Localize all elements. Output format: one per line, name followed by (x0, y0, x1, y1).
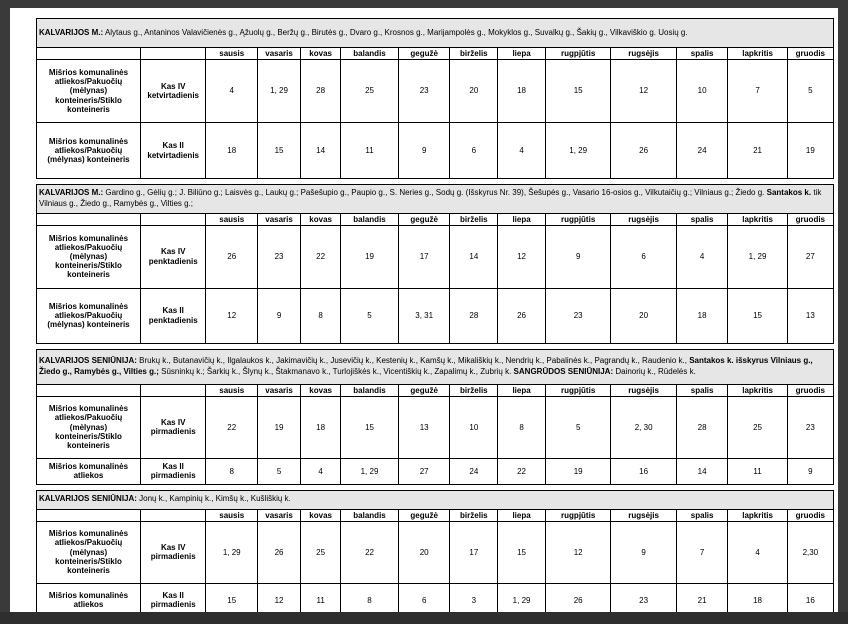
frequency-label: Kas II (162, 590, 184, 600)
pickup-date-cell: 15 (258, 123, 301, 179)
month-header: balandis (341, 48, 399, 60)
pickup-date-cell: 23 (398, 60, 450, 123)
pickup-date-cell: 23 (545, 288, 610, 343)
waste-type-cell: Mišrios komunalinės atliekos/Pakuočių (mėlynas) konteineris (37, 288, 141, 343)
area-header-bold-text: KALVARIJOS M.: (39, 188, 104, 197)
frequency-cell (140, 123, 205, 179)
pickup-date-cell: 28 (301, 60, 341, 123)
weekday-label: penktadienis (148, 315, 198, 325)
month-header: kovas (301, 48, 341, 60)
blank-cell (37, 384, 141, 396)
waste-type-cell: Mišrios komunalinės atliekos (37, 583, 141, 617)
month-header: vasaris (258, 509, 301, 521)
pickup-date-cell: 16 (787, 583, 833, 617)
frequency-cell (140, 521, 205, 583)
viewer-bottom-bar (0, 612, 848, 624)
pickup-date-cell: 7 (728, 60, 787, 123)
pickup-date-cell: 4 (206, 60, 258, 123)
pickup-date-cell: 21 (676, 583, 728, 617)
blank-cell (37, 213, 141, 225)
month-header: lapkritis (728, 509, 787, 521)
month-header: kovas (301, 509, 341, 521)
month-header: birželis (450, 213, 498, 225)
month-header: liepa (498, 384, 546, 396)
weekday-label: pirmadienis (150, 471, 196, 481)
pickup-date-cell: 23 (611, 583, 676, 617)
pickup-date-cell: 22 (206, 396, 258, 458)
blank-cell (140, 48, 205, 60)
area-header-text: Alytaus g., Antaninos Valavičienės g., Ąžuolų g., Beržų g., Birutės g., Dvaro g., Krosnos g., Marijampolės g., Mokyklos g., Suvalkų g., Šakių g., Vilkaviškio g. Uosių g. (103, 27, 688, 37)
month-header: gegužė (398, 384, 450, 396)
pickup-date-cell: 15 (341, 396, 399, 458)
blank-cell (37, 48, 141, 60)
pickup-date-cell: 9 (545, 225, 610, 288)
pickup-date-cell: 12 (206, 288, 258, 343)
pickup-date-cell: 12 (545, 521, 610, 583)
schedule-row (37, 60, 834, 123)
month-header: vasaris (258, 213, 301, 225)
pickup-date-cell: 24 (450, 458, 498, 484)
weekday-label: ketvirtadienis (147, 91, 199, 100)
weekday-label: ketvirtadienis (147, 150, 199, 160)
pickup-date-cell: 10 (450, 396, 498, 458)
pickup-date-cell: 20 (398, 521, 450, 583)
pickup-date-cell: 1, 29 (728, 225, 787, 288)
frequency-label: Kas IV (160, 417, 186, 427)
pickup-date-cell: 8 (206, 458, 258, 484)
pickup-date-cell: 9 (258, 288, 301, 343)
schedule-row (37, 396, 834, 458)
frequency-label: Kas II (162, 141, 184, 151)
pickup-date-cell: 7 (676, 521, 728, 583)
pickup-date-cell: 4 (728, 521, 787, 583)
pickup-date-cell: 17 (398, 225, 450, 288)
month-header: gegužė (398, 213, 450, 225)
pickup-date-cell: 5 (341, 288, 399, 343)
pickup-date-cell: 15 (728, 288, 787, 343)
month-header: lapkritis (728, 384, 787, 396)
pickup-date-cell: 18 (498, 60, 546, 123)
pickup-date-cell: 19 (787, 123, 833, 179)
schedule-table (36, 490, 834, 618)
pickup-date-cell: 6 (611, 225, 676, 288)
pickup-date-cell: 18 (676, 288, 728, 343)
pickup-date-cell: 28 (450, 288, 498, 343)
waste-type-cell: Mišrios komunalinės atliekos/Pakuočių (mėlynas) konteineris/Stiklo konteineris (37, 60, 141, 123)
month-header: rugsėjis (611, 48, 676, 60)
schedule-table (36, 18, 834, 179)
frequency-cell (140, 396, 205, 458)
month-header: balandis (341, 213, 399, 225)
pickup-date-cell: 23 (787, 396, 833, 458)
pickup-date-cell: 1, 29 (341, 458, 399, 484)
month-header: kovas (301, 213, 341, 225)
month-header: rugpjūtis (545, 384, 610, 396)
document-page (10, 8, 838, 612)
pickup-date-cell: 12 (258, 583, 301, 617)
pickup-date-cell: 12 (611, 60, 676, 123)
pickup-date-cell: 8 (301, 288, 341, 343)
area-header-bold-text: KALVARIJOS M.: (39, 27, 104, 37)
frequency-label: Kas IV (160, 542, 186, 552)
month-header: sausis (206, 384, 258, 396)
area-header-bold-text: Santakos k. išskyrus Vilniaus g., Žiedo g., Ramybės g., Vilties g.; (39, 355, 813, 376)
weekday-label: pirmadienis (150, 427, 196, 437)
pickup-date-cell: 18 (206, 123, 258, 179)
pickup-date-cell: 19 (341, 225, 399, 288)
month-header: rugpjūtis (545, 48, 610, 60)
pickup-date-cell: 25 (341, 60, 399, 123)
waste-type-cell: Mišrios komunalinės atliekos/Pakuočių (mėlynas) konteineris/Stiklo konteineris (37, 396, 141, 458)
pickup-date-cell: 6 (398, 583, 450, 617)
area-header-text: Dainorių k., Rūdelės k. (613, 366, 696, 376)
month-header: balandis (341, 509, 399, 521)
pickup-date-cell: 15 (206, 583, 258, 617)
frequency-label: Kas II (162, 306, 184, 316)
area-header-bold-text: Santakos k. (766, 188, 812, 197)
waste-type-cell: Mišrios komunalinės atliekos/Pakuočių (mėlynas) konteineris/Stiklo konteineris (37, 225, 141, 288)
schedule-row (37, 225, 834, 288)
pickup-date-cell: 22 (301, 225, 341, 288)
month-header: gegužė (398, 509, 450, 521)
pickup-date-cell: 1, 29 (206, 521, 258, 583)
schedule-document (36, 18, 834, 618)
pickup-date-cell: 18 (728, 583, 787, 617)
area-header-bold-text: KALVARIJOS SENIŪNIJA: (39, 494, 137, 504)
pickup-date-cell: 4 (498, 123, 546, 179)
pickup-date-cell: 26 (545, 583, 610, 617)
pickup-date-cell: 24 (676, 123, 728, 179)
pickup-date-cell: 14 (301, 123, 341, 179)
blank-cell (140, 213, 205, 225)
pickup-date-cell: 11 (728, 458, 787, 484)
weekday-label: penktadienis (148, 256, 198, 266)
pickup-date-cell: 5 (545, 396, 610, 458)
frequency-cell (140, 458, 205, 484)
pickup-date-cell: 27 (787, 225, 833, 288)
schedule-row (37, 458, 834, 484)
pickup-date-cell: 4 (676, 225, 728, 288)
month-header: birželis (450, 384, 498, 396)
month-header: kovas (301, 384, 341, 396)
frequency-cell (140, 288, 205, 343)
weekday-label: pirmadienis (150, 600, 196, 610)
month-header: spalis (676, 213, 728, 225)
pickup-date-cell: 25 (728, 396, 787, 458)
weekday-label: pirmadienis (150, 552, 196, 562)
month-header: spalis (676, 48, 728, 60)
pickup-date-cell: 27 (398, 458, 450, 484)
pickup-date-cell: 3 (450, 583, 498, 617)
pickup-date-cell: 9 (787, 458, 833, 484)
blank-cell (140, 384, 205, 396)
pickup-date-cell: 5 (787, 60, 833, 123)
area-header-bold-text: SANGRŪDOS SENIŪNIJA: (513, 366, 614, 376)
pickup-date-cell: 28 (676, 396, 728, 458)
month-header: rugsėjis (611, 384, 676, 396)
pickup-date-cell: 11 (301, 583, 341, 617)
month-header: birželis (450, 509, 498, 521)
month-header: gruodis (787, 509, 833, 521)
month-header: rugpjūtis (545, 213, 610, 225)
month-header: sausis (206, 509, 258, 521)
month-header: gegužė (398, 48, 450, 60)
month-header: vasaris (258, 384, 301, 396)
pickup-date-cell: 8 (341, 583, 399, 617)
blank-cell (140, 509, 205, 521)
month-header: vasaris (258, 48, 301, 60)
pickup-date-cell: 3, 31 (398, 288, 450, 343)
area-header-bold-text: KALVARIJOS SENIŪNIJA: (39, 355, 137, 365)
pickup-date-cell: 21 (728, 123, 787, 179)
waste-type-cell: Mišrios komunalinės atliekos/Pakuočių (mėlynas) konteineris (37, 123, 141, 179)
pickup-date-cell: 19 (545, 458, 610, 484)
area-header (37, 490, 834, 509)
pickup-date-cell: 15 (498, 521, 546, 583)
schedule-row (37, 521, 834, 583)
month-header: sausis (206, 48, 258, 60)
month-header: liepa (498, 509, 546, 521)
pickup-date-cell: 2,30 (787, 521, 833, 583)
frequency-cell (140, 60, 205, 123)
area-header (37, 185, 834, 214)
area-header-text: Jonų k., Kampinių k., Kimšų k., Kušliškių k. (136, 494, 291, 504)
area-header-text: Gardino g., Gėlių g.; J. Biliūno g.; Laisvės g., Laukų g.; Pašešupio g., Paupio g., S. Neries g., Sodų g. (Išskyrus Nr. 39), Šešupės g., Vasario 16-osios g., Vilkutaičių g.; Vilniaus g.; Žiedo g. (103, 188, 767, 197)
month-header: gruodis (787, 48, 833, 60)
pickup-date-cell: 14 (676, 458, 728, 484)
pickup-date-cell: 13 (398, 396, 450, 458)
month-header: liepa (498, 48, 546, 60)
waste-type-cell: Mišrios komunalinės atliekos/Pakuočių (mėlynas) konteineris/Stiklo konteineris (37, 521, 141, 583)
pickup-date-cell: 11 (341, 123, 399, 179)
pickup-date-cell: 12 (498, 225, 546, 288)
frequency-label: Kas II (162, 461, 184, 471)
pickup-date-cell: 9 (398, 123, 450, 179)
month-header: rugsėjis (611, 509, 676, 521)
pickup-date-cell: 16 (611, 458, 676, 484)
pickup-date-cell: 15 (545, 60, 610, 123)
month-header: lapkritis (728, 213, 787, 225)
schedule-table (36, 349, 834, 485)
month-header: gruodis (787, 384, 833, 396)
pickup-date-cell: 26 (258, 521, 301, 583)
pickup-date-cell: 1, 29 (545, 123, 610, 179)
area-header-text: Sūsninkų k.; Šarkių k., Šlynų k., Štakmanavo k., Turlojiškės k., Vicentiškių k., Zapalimų k., Zubrių k. (158, 366, 514, 376)
pickup-date-cell: 22 (341, 521, 399, 583)
month-header: birželis (450, 48, 498, 60)
pickup-date-cell: 25 (301, 521, 341, 583)
frequency-cell (140, 225, 205, 288)
pickup-date-cell: 23 (258, 225, 301, 288)
pickup-date-cell: 5 (258, 458, 301, 484)
schedule-table (36, 184, 834, 344)
pickup-date-cell: 17 (450, 521, 498, 583)
month-header: spalis (676, 384, 728, 396)
pickup-date-cell: 6 (450, 123, 498, 179)
frequency-label: Kas IV (160, 81, 186, 91)
viewer-top-bar (0, 0, 848, 8)
month-header: rugpjūtis (545, 509, 610, 521)
pickup-date-cell: 26 (206, 225, 258, 288)
pickup-date-cell: 14 (450, 225, 498, 288)
area-header-text: tik Vilniaus g., Žiedo g., Ramybės g., Vilties g.; (39, 188, 822, 208)
month-header: lapkritis (728, 48, 787, 60)
pickup-date-cell: 22 (498, 458, 546, 484)
month-header: rugsėjis (611, 213, 676, 225)
schedule-row (37, 123, 834, 179)
pickup-date-cell: 2, 30 (611, 396, 676, 458)
pickup-date-cell: 8 (498, 396, 546, 458)
frequency-label: Kas IV (160, 247, 186, 257)
area-header-text: Brukų k., Butanavičių k., Ilgalaukos k., Jakimavičių k., Jusevičių k., Kestenių k., Kamšų k., Mikališkių k., Nendrių k., Pabalinės k., Pagrandų k., Raudenio k., (136, 355, 690, 365)
month-header: sausis (206, 213, 258, 225)
pickup-date-cell: 13 (787, 288, 833, 343)
pickup-date-cell: 26 (498, 288, 546, 343)
pickup-date-cell: 10 (676, 60, 728, 123)
month-header: liepa (498, 213, 546, 225)
pickup-date-cell: 9 (611, 521, 676, 583)
blank-cell (37, 509, 141, 521)
month-header: spalis (676, 509, 728, 521)
pickup-date-cell: 26 (611, 123, 676, 179)
month-header: balandis (341, 384, 399, 396)
pickup-date-cell: 1, 29 (258, 60, 301, 123)
pickup-date-cell: 1, 29 (498, 583, 546, 617)
pickup-date-cell: 20 (450, 60, 498, 123)
area-header (37, 19, 834, 48)
waste-type-cell: Mišrios komunalinės atliekos (37, 458, 141, 484)
month-header: gruodis (787, 213, 833, 225)
pickup-date-cell: 18 (301, 396, 341, 458)
pickup-date-cell: 4 (301, 458, 341, 484)
pickup-date-cell: 19 (258, 396, 301, 458)
schedule-row (37, 288, 834, 343)
area-header (37, 349, 834, 384)
pickup-date-cell: 20 (611, 288, 676, 343)
